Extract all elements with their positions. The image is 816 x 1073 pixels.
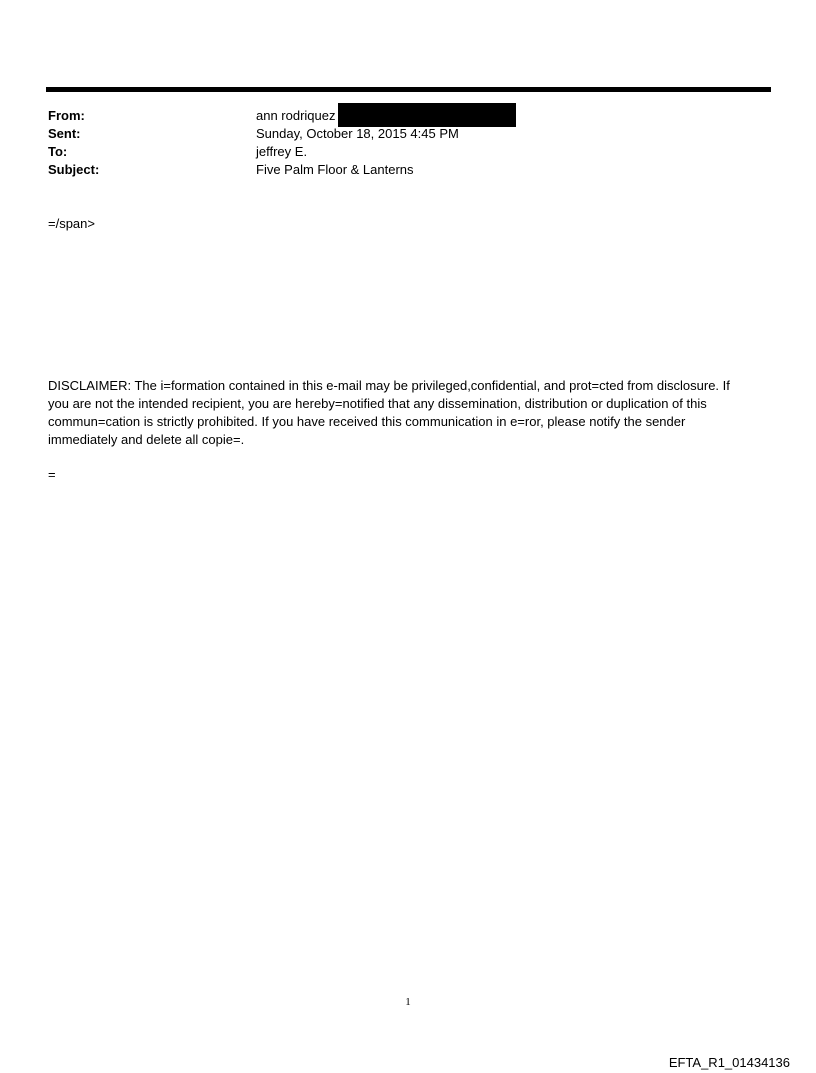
disclaimer-line: you are not the intended recipient, you are hereby=notified that any dissemination, distribution or duplication of this xyxy=(48,396,707,411)
document-id: EFTA_R1_01434136 xyxy=(668,1055,790,1070)
body-fragment: =/span> xyxy=(48,216,95,231)
subject-label: Subject: xyxy=(48,162,100,177)
header-from-row xyxy=(48,107,748,125)
from-value xyxy=(256,107,516,127)
header-divider xyxy=(46,87,771,92)
sender-name: ann rodriquez xyxy=(256,108,336,123)
header-to-row xyxy=(48,143,748,161)
from-label: From: xyxy=(48,108,85,123)
sent-label: Sent: xyxy=(48,126,81,141)
disclaimer-line: immediately and delete all copie=. xyxy=(48,432,245,447)
to-label: To: xyxy=(48,144,68,159)
disclaimer-text xyxy=(48,377,768,449)
subject-value: Five Palm Floor & Lanterns xyxy=(256,162,414,177)
header-subject-row xyxy=(48,161,748,179)
redaction-block xyxy=(338,103,516,127)
to-value: jeffrey E. xyxy=(256,144,308,159)
sent-value: Sunday, October 18, 2015 4:45 PM xyxy=(256,126,459,141)
page-number: 1 xyxy=(405,996,411,1008)
trailing-equals: = xyxy=(48,467,56,482)
disclaimer-line: DISCLAIMER: The i=formation contained in this e-mail may be privileged,confidential, and prot=cted from disclosure. If xyxy=(48,378,730,393)
disclaimer-line: commun=cation is strictly prohibited. If you have received this communication in e=ror, please notify the sender xyxy=(48,414,686,429)
header-sent-row xyxy=(48,125,748,143)
